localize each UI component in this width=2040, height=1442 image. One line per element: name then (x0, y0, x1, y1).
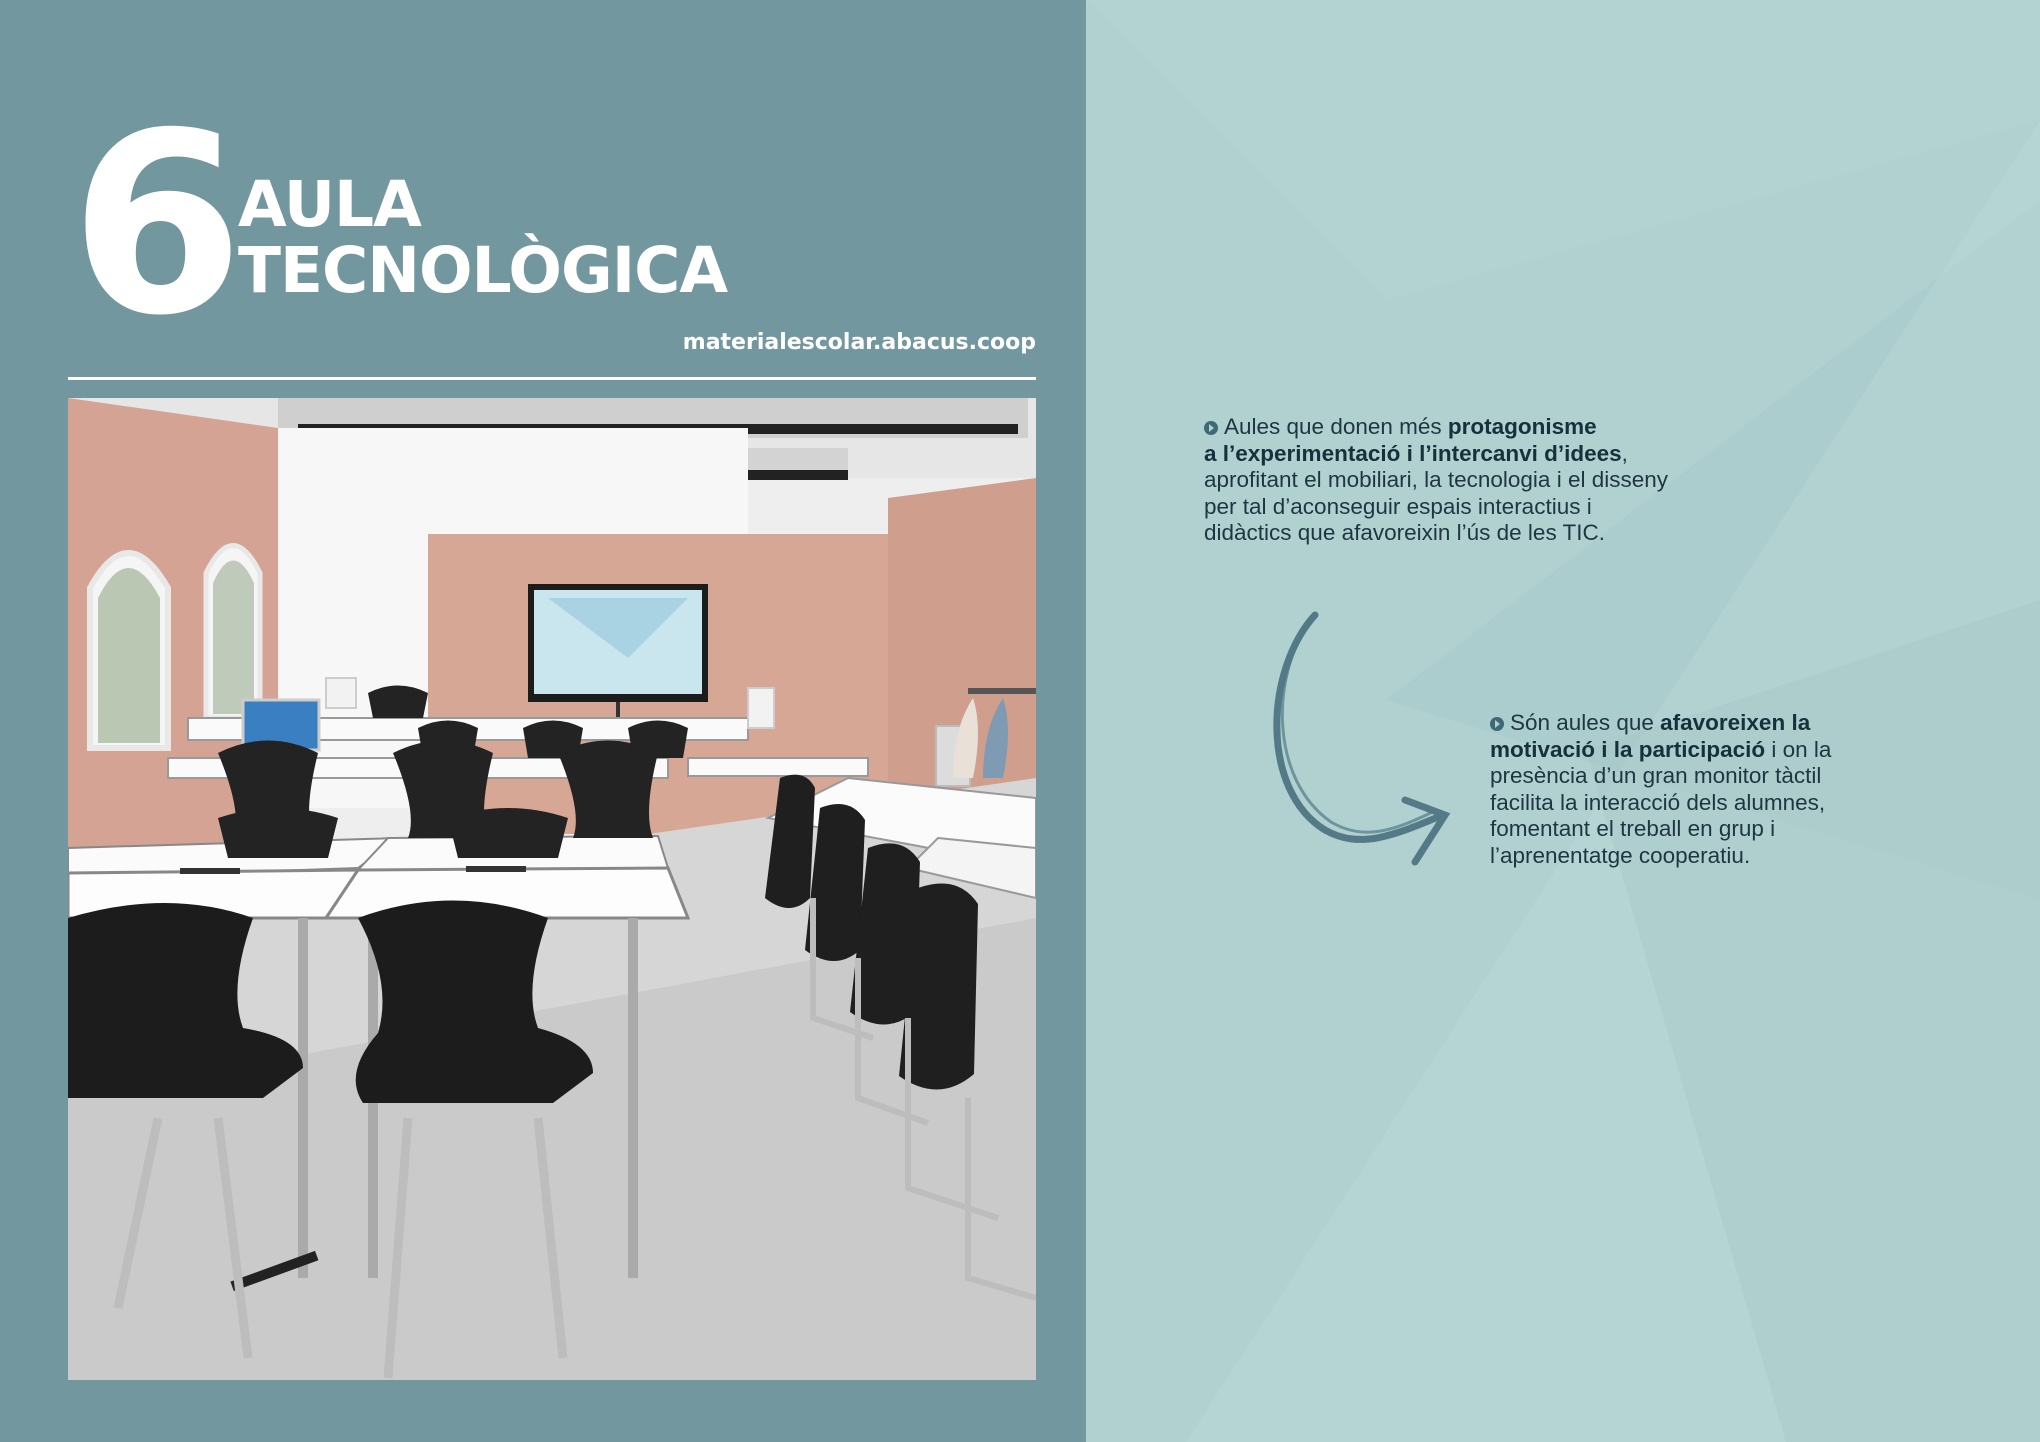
paragraph-2-bold-2: motivació i la participació (1490, 736, 1766, 762)
paragraph-2-bold-1: afavoreixen la (1660, 710, 1811, 735)
title-line-2: TECNOLÒGICA (238, 234, 728, 307)
bullet-icon (1490, 717, 1504, 731)
section-number: 6 (70, 79, 238, 370)
paragraph-2-text-end: i on la presència d’un gran monitor tàctil facilita la interacció dels alumnes, fomentant el treball en grup i l’aprenentatge cooperatiu. (1490, 736, 1832, 868)
paragraph-2-text-start: Són aules que (1510, 710, 1661, 735)
description-paragraph-1 (1204, 414, 1674, 547)
description-paragraph-2 (1490, 710, 1890, 869)
title-line-1: AULA (238, 168, 421, 241)
website-url[interactable]: materialescolar.abacus.coop (682, 330, 1036, 355)
paragraph-1-bold-2: a l’experimentació i l’intercanvi d’idees (1204, 440, 1622, 466)
paragraph-1-text-start: Aules que donen més (1224, 414, 1448, 439)
classroom-photo (68, 398, 1036, 1380)
paragraph-1-bold-1: protagonisme (1447, 414, 1597, 439)
curved-arrow-icon (1265, 610, 1465, 880)
bullet-icon (1204, 421, 1218, 435)
section-title (238, 168, 728, 307)
paragraph-1-text-end: , aprofitant el mobiliari, la tecnologia i el disseny per tal d’aconseguir espais interactius i didàctics que afavoreixin l’ús de les TIC. (1204, 440, 1668, 545)
divider-rule (68, 377, 1036, 380)
